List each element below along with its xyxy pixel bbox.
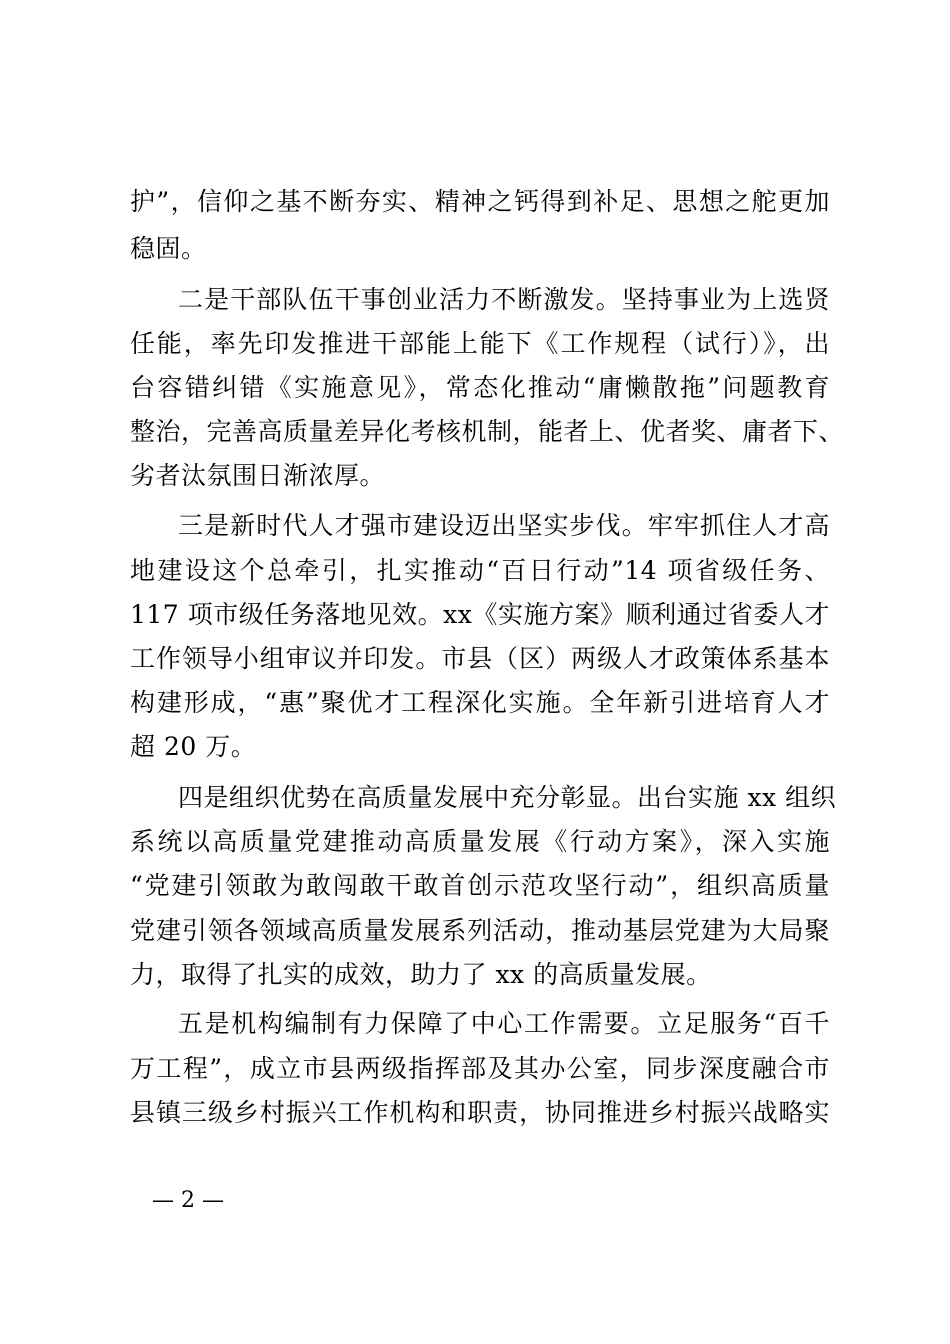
text-line: 县镇三级乡村振兴工作机构和职责，协同推进乡村振兴战略实 [130,1098,830,1127]
paragraph-start-line: 二是干部队伍干事创业活力不断激发。坚持事业为上选贤 [178,285,830,314]
paragraph-start-line: 五是机构编制有力保障了中心工作需要。立足服务“百千 [178,1009,830,1038]
text-line: 地建设这个总牵引，扎实推动“百日行动”14 项省级任务、 [130,556,830,585]
text-line: 稳固。 [130,234,207,263]
text-line: 构建形成，“惠”聚优才工程深化实施。全年新引进培育人才 [130,688,830,717]
text-line: 台容错纠错《实施意见》，常态化推动“庸懒散拖”问题教育 [130,373,830,402]
text-line: 117 项市级任务落地见效。xx《实施方案》顺利通过省委人才 [130,600,830,629]
text-line: 任能，率先印发推进干部能上能下《工作规程（试行）》，出 [130,329,830,358]
text-line: 超 20 万。 [130,732,257,761]
text-line: 系统以高质量党建推动高质量发展《行动方案》，深入实施 [130,827,830,856]
text-line: 万工程”，成立市县两级指挥部及其办公室，同步深度融合市 [130,1054,830,1083]
paragraph-start-line: 三是新时代人才强市建设迈出坚实步伐。牢牢抓住人才高 [178,511,830,540]
text-line: 力，取得了扎实的成效，助力了 xx 的高质量发展。 [130,960,712,989]
text-line: 护”，信仰之基不断夯实、精神之钙得到补足、思想之舵更加 [130,187,830,216]
text-line: 劣者汰氛围日渐浓厚。 [130,461,386,490]
page-number: — 2 — [152,1188,224,1213]
text-line: 党建引领各领域高质量发展系列活动，推动基层党建为大局聚 [130,916,830,945]
paragraph-start-line: 四是组织优势在高质量发展中充分彰显。出台实施 xx 组织 [178,783,837,812]
text-line: “党建引领敢为敢闯敢干敢首创示范攻坚行动”，组织高质量 [130,871,830,900]
text-line: 工作领导小组审议并印发。市县（区）两级人才政策体系基本 [130,644,830,673]
text-line: 整治，完善高质量差异化考核机制，能者上、优者奖、庸者下、 [130,417,845,446]
